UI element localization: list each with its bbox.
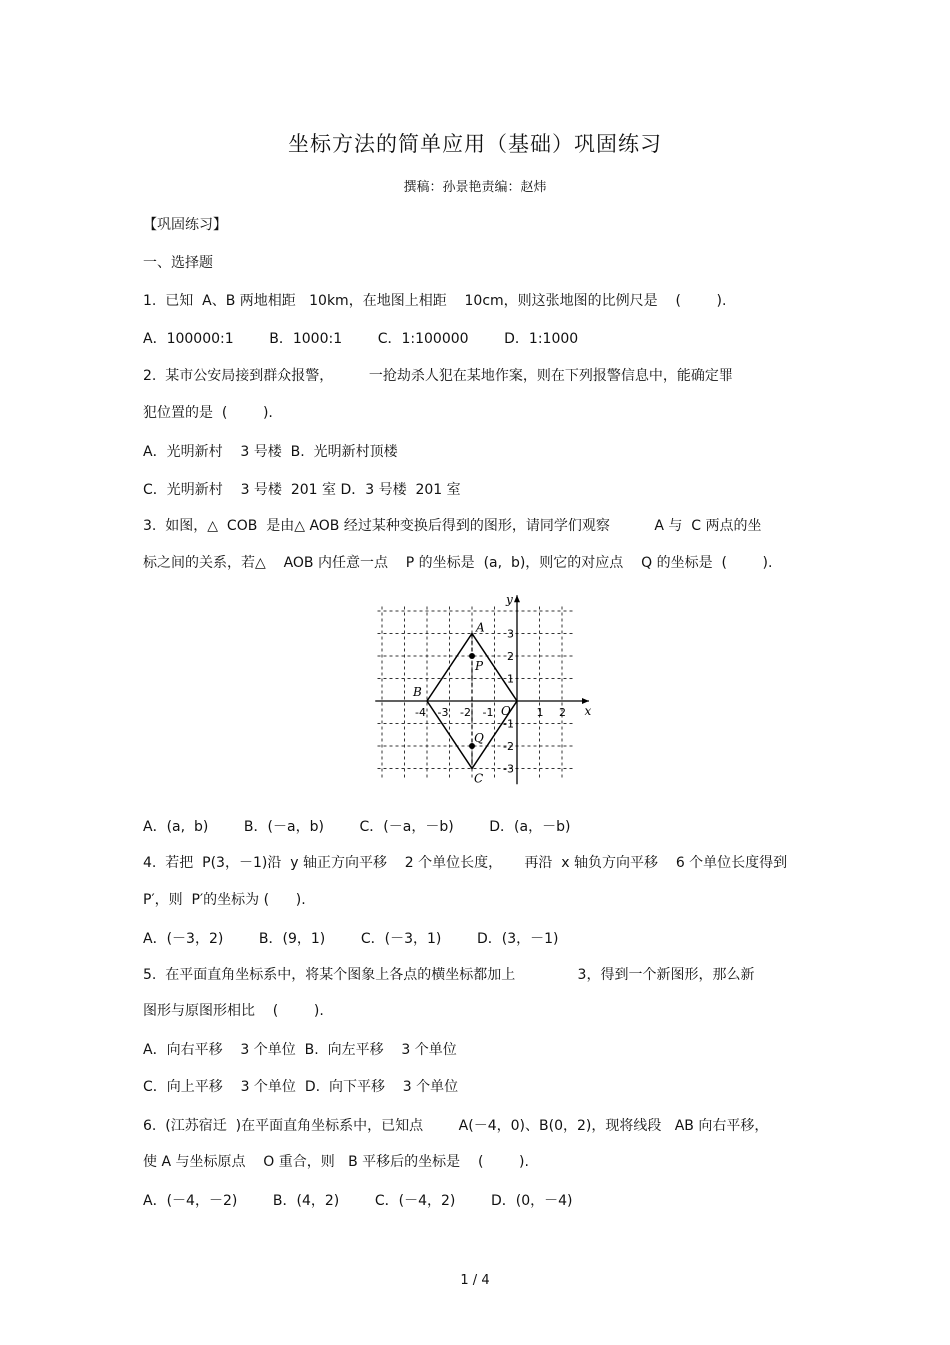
y-tick-label: 1 bbox=[507, 672, 514, 686]
question-2-options-ab: A．光明新村 3 号楼 B. 光明新村顶楼 bbox=[143, 444, 398, 460]
x-axis-label: x bbox=[584, 704, 592, 718]
point-label-a: A bbox=[476, 620, 485, 635]
question-5-options-ab: A．向右平移 3 个单位 B. 向左平移 3 个单位 bbox=[143, 1042, 457, 1058]
y-tick-label: -2 bbox=[503, 740, 514, 753]
origin-label: O bbox=[501, 704, 511, 718]
y-axis-arrow bbox=[514, 595, 520, 602]
y-tick-label: -1 bbox=[503, 717, 514, 731]
question-6: 6. (江苏宿迁 )在平面直角坐标系中，已知点 A(－4，0)、B(0，2)，现将线段 AB 向右平移， bbox=[143, 1118, 769, 1134]
question-6-cont: 使 A 与坐标原点 O 重合，则 B 平移后的坐标是 ( ). bbox=[143, 1154, 529, 1170]
author-byline: 撰稿：孙景艳责编：赵炜 bbox=[403, 180, 547, 195]
question-2: 2. 某市公安局接到群众报警， 一抢劫杀人犯在某地作案，则在下列报警信息中，能确定罪 bbox=[143, 368, 733, 384]
part-heading: 一、选择题 bbox=[143, 255, 213, 271]
x-tick-label: 1 bbox=[536, 706, 544, 719]
question-3-cont: 标之间的关系，若△ AOB 内任意一点 P 的坐标是 (a, b)，则它的对应点 Q 的坐标是 ( ). bbox=[143, 555, 773, 571]
x-tick-label: -1 bbox=[482, 706, 494, 719]
y-tick-label: 2 bbox=[507, 650, 514, 663]
question-5: 5. 在平面直角坐标系中，将某个图象上各点的横坐标都加上 3，得到一个新图形，那么新 bbox=[143, 967, 755, 983]
question-1-options: A．100000:1 B．1000:1 C．1:100000 D．1:1000 bbox=[143, 331, 579, 347]
y-tick-label: 3 bbox=[507, 627, 514, 641]
question-5-options-cd: C．向上平移 3 个单位 D. 向下平移 3 个单位 bbox=[143, 1079, 459, 1095]
question-2-cont: 犯位置的是 ( ). bbox=[143, 405, 273, 421]
question-5-cont: 图形与原图形相比 ( ). bbox=[143, 1003, 324, 1019]
question-1: 1. 已知 A、B 两地相距 10km，在地图上相距 10cm，则这张地图的比例尺是 ( ). bbox=[143, 293, 727, 309]
x-tick-label: 2 bbox=[559, 706, 566, 719]
question-2-options-cd: C．光明新村 3 号楼 201 室 D．3 号楼 201 室 bbox=[143, 482, 461, 498]
question-6-options: A．(－4，－2) B．(4，2) C．(－4，2) D．(0，－4) bbox=[143, 1193, 573, 1209]
x-tick-label: -3 bbox=[437, 706, 449, 719]
section-heading: 【巩固练习】 bbox=[143, 217, 227, 233]
coordinate-figure bbox=[372, 586, 602, 792]
y-tick-label: -3 bbox=[503, 762, 514, 776]
question-3-options: A．(a, b) B．(－a，b) C．(－a，－b) D．(a，－b) bbox=[143, 819, 571, 835]
point-label-c: C bbox=[474, 771, 484, 786]
page-number: 1 / 4 bbox=[460, 1273, 490, 1288]
question-4: 4. 若把 P(3，－1)沿 y 轴正方向平移 2 个单位长度， 再沿 x 轴负方向平移 6 个单位长度得到 bbox=[143, 855, 788, 871]
point-label-q: Q bbox=[474, 731, 484, 745]
y-axis-label: y bbox=[506, 592, 513, 607]
point-label-p: P bbox=[475, 659, 484, 673]
x-tick-label: -4 bbox=[415, 706, 426, 719]
point-label-b: B bbox=[413, 685, 422, 699]
question-3: 3. 如图，△ COB 是由△ AOB 经过某种变换后得到的图形，请同学们观察 A 与 C 两点的坐 bbox=[143, 518, 762, 534]
page-title: 坐标方法的简单应用（基础）巩固练习 bbox=[288, 132, 662, 156]
question-4-options: A．(－3，2) B．(9，1) C．(－3，1) D．(3，－1) bbox=[143, 931, 559, 947]
x-tick-label: -2 bbox=[460, 706, 471, 719]
question-4-cont: P′，则 P′的坐标为 ( ). bbox=[143, 892, 306, 908]
